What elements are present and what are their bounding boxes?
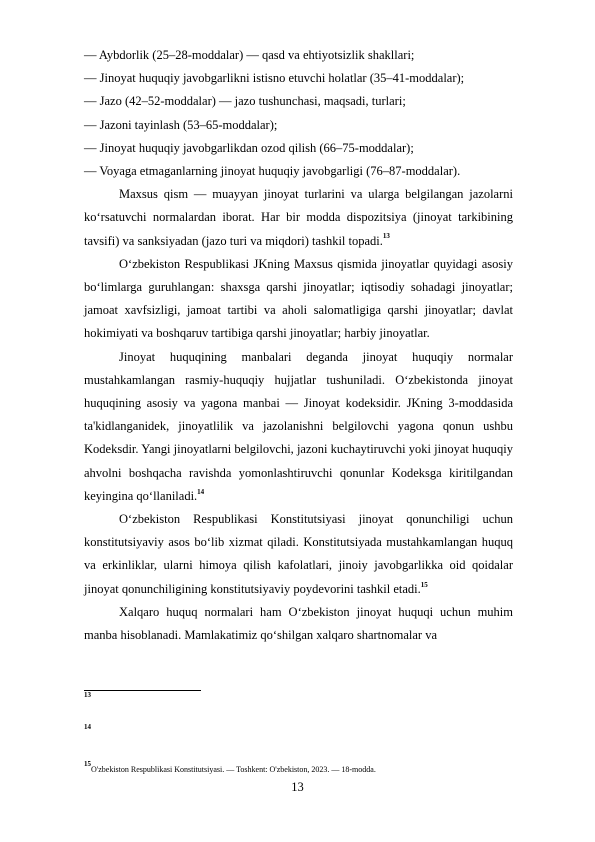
list-item: — Voyaga etmaganlarning jinoyat huquqiy javobgarligi (76–87-moddalar). (84, 164, 461, 179)
list-item: — Jinoyat huquqiy javobgarlikdan ozod qilish (66–75-moddalar); (84, 140, 414, 155)
footnote-number: 15 (84, 760, 91, 769)
page-number: 13 (291, 780, 304, 794)
body-text (84, 44, 513, 647)
paragraph-text: O‘zbekiston Respublikasi JKning Maxsus qismida jinoyatlar quyidagi asosiy bo‘limlarga guruhlangan: shaxsga qarshi jinoyatlar; iqtisodiy sohadagi jinoyatlar; jamoat xavfsizligi, jamoat tartibi va aholi salomatligiga qarshi jinoyatlar; davlat hokimiyati va boshqaruv tartibiga qarshi jinoyatlar; harbiy jinoyatlar. (84, 256, 513, 341)
footnote (84, 760, 376, 775)
paragraph-sources (84, 346, 513, 508)
paragraph-international (84, 601, 513, 647)
list-item: — Jinoyat huquqiy javobgarlikni istisno etuvchi holatlar (35–41-moddalar); (84, 71, 465, 86)
paragraph-special-part (84, 183, 513, 253)
paragraph-constitution (84, 508, 513, 601)
paragraph-text: Jinoyat huquqining manbalari deganda jinoyat huquqiy normalar mustahkamlangan rasmiy-huquqiy hujjatlar tushuniladi. O‘zbekistonda jinoyat huquqining asosiy va yagona manbai — Jinoyat kodeksidir. JKning 3-moddasida ta'kidlanganidek, jinoyatlilik va jazolanishni belgilovchi yagona qonun ushbu Kodeksdir. Yangi jinoyatlarni belgilovchi, jazoni kuchaytiruvchi yoki jinoyat huquqiy ahvolni boshqacha ravishda yomonlashtiruvchi qonunlar Kodeksga kiritilgandan keyingina qo‘llaniladi. (84, 349, 513, 503)
footnote-text: O'zbekiston Respublikasi Konstitutsiyasi. — Toshkent: O'zbekiston, 2023. — 18-modda. (91, 765, 376, 774)
footnote (84, 691, 91, 706)
list-item: — Jazo (42–52-moddalar) — jazo tushunchasi, maqsadi, turlari; (84, 94, 406, 109)
footnote-number: 13 (84, 691, 91, 700)
footnote-ref: 14 (197, 487, 205, 496)
paragraph-text: Xalqaro huquq normalari ham O‘zbekiston jinoyat huquqi uchun muhim manba hisoblanadi. Mamlakatimiz qo‘shilgan xalqaro shartnomalar va (84, 604, 513, 643)
paragraph-text: Maxsus qism — muayyan jinoyat turlarini va ularga belgilangan jazolarni ko‘rsatuvchi normalardan iborat. Har bir modda dispozitsiya (jinoyat tarkibining tavsifi) va sanksiyadan (jazo turi va miqdori) tashkil topadi. (84, 187, 513, 248)
paragraph-sections (84, 253, 513, 346)
footnote (84, 723, 91, 738)
footnote-ref: 15 (420, 580, 428, 589)
list-item: — Aybdorlik (25–28-moddalar) — qasd va ehtiyotsizlik shakllari; (84, 48, 415, 62)
footnote-divider (84, 690, 201, 691)
paragraph-text: O‘zbekiston Respublikasi Konstitutsiyasi jinoyat qonunchiligi uchun konstitutsiyaviy asos bo‘lib xizmat qiladi. Konstitutsiyada mustahkamlangan huquq va erkinliklar, ularni himoya qilish kafolatlari, jinoiy javobgarlikka oid qoidalar jinoyat qonunchiligining konstitutsiyaviy poydevorini tashkil etadi. (84, 512, 513, 596)
footnote-ref: 13 (382, 232, 390, 241)
footnote-number: 14 (84, 723, 91, 732)
list-item: — Jazoni tayinlash (53–65-moddalar); (84, 117, 278, 132)
